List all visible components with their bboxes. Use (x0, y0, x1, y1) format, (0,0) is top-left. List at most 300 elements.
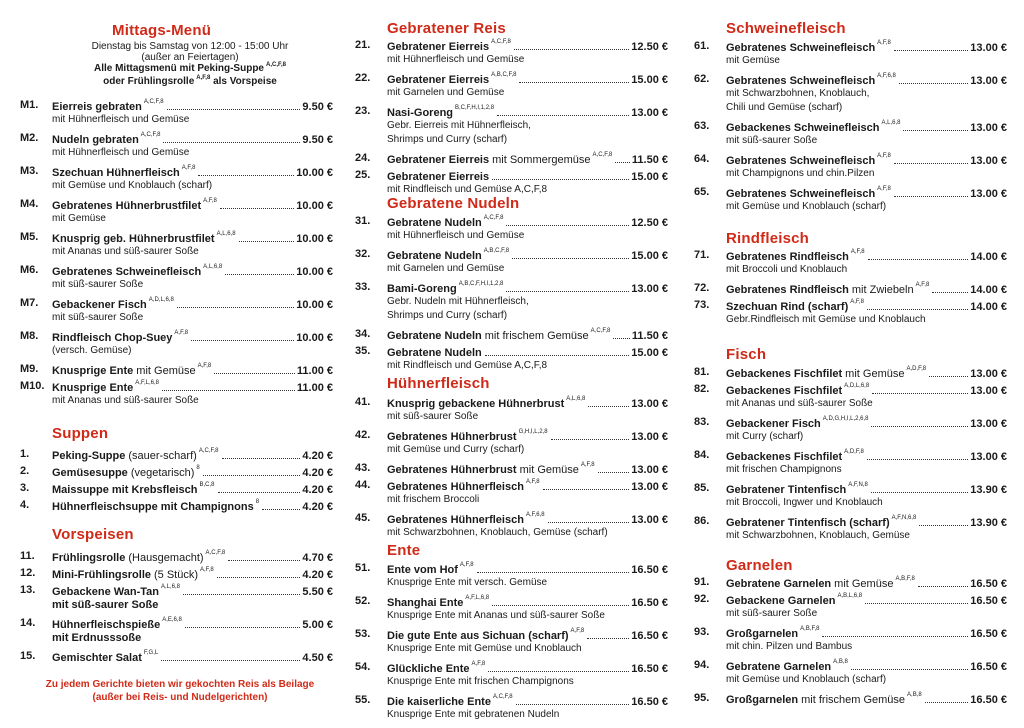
item-name: Bami-Goreng (387, 283, 457, 295)
item-variant: mit Gemüse (136, 365, 196, 377)
item-name: Gebratenes Schweinefleisch (726, 42, 876, 54)
item-number: 31. (355, 215, 371, 227)
item-name: Gebackenes Schweinefleisch (726, 122, 880, 134)
dot-leader (512, 258, 629, 259)
item-name: Eierreis gebraten (52, 101, 142, 113)
item-name: Gemischter Salat (52, 652, 142, 664)
item-price: 13.00 € (631, 481, 668, 493)
item-number: 13. (20, 584, 36, 596)
item-number: 2. (20, 465, 30, 477)
item-number: 73. (694, 299, 710, 311)
item-description: mit frischem Broccoli (387, 494, 480, 505)
item-number: 61. (694, 40, 710, 52)
allergen-codes: A,C,F,8 (143, 99, 164, 105)
item-name: Szechuan Hühnerfleisch (52, 167, 180, 179)
dot-leader (894, 163, 968, 164)
item-price: 13.00 € (970, 42, 1007, 54)
allergen-codes: A,F,L,6,8 (135, 380, 159, 386)
allergen-codes: A,C,F,8 (483, 215, 504, 221)
item-line (387, 562, 668, 576)
intro-holiday: (außer an Feiertagen) (141, 52, 239, 63)
item-name: Gebackene Wan-Tan (52, 586, 159, 598)
item-price: 10.00 € (296, 200, 333, 212)
item-line (387, 429, 668, 443)
dot-leader (867, 459, 968, 460)
item-number: 22. (355, 72, 371, 84)
item-name: Gebackenes Fischfilet (726, 368, 843, 380)
item-number: 34. (355, 328, 371, 340)
item-number: 4. (20, 499, 30, 511)
item-line (387, 72, 668, 86)
allergen-codes: A,F,8 (200, 567, 214, 573)
item-line (726, 482, 1007, 496)
item-name: Gebratenes Schweinefleisch (726, 75, 876, 87)
item-description: mit Curry (scharf) (726, 431, 804, 442)
item-variant: mit Gemüse (519, 464, 579, 476)
item-line (726, 120, 1007, 134)
item-price: 16.50 € (631, 696, 668, 708)
dot-leader (551, 439, 630, 440)
item-price: 5.00 € (302, 619, 333, 631)
item-description: mit süß-saurer Soße (726, 135, 818, 146)
item-price: 4.50 € (302, 652, 333, 664)
allergen-codes: A,F,8 (877, 40, 891, 46)
dot-leader (548, 522, 630, 523)
allergen-codes: A,F,8 (525, 479, 540, 485)
heading-gebratene-nudeln: Gebratene Nudeln (387, 195, 520, 212)
item-price: 11.50 € (631, 330, 668, 342)
allergen-codes: B,C,F,H,I,1,2,8 (455, 105, 495, 111)
item-price: 13.90 € (970, 484, 1007, 496)
item-description: mit Gemüse und Knoblauch (scharf) (52, 180, 213, 191)
item-price: 13.90 € (970, 517, 1007, 529)
item-name: Gebackene Garnelen (726, 595, 836, 607)
item-price: 14.00 € (970, 284, 1007, 296)
item-name: Rindfleisch Chop-Suey (52, 332, 173, 344)
item-price: 13.00 € (970, 122, 1007, 134)
allergen-codes: A,F,N,8 (848, 482, 868, 488)
item-price: 16.50 € (970, 661, 1007, 673)
item-line (387, 281, 668, 295)
footer-line-2: (außer bei Reis- und Nudelgerichten) (92, 692, 268, 703)
item-line (52, 165, 333, 179)
item-price: 9.50 € (302, 134, 333, 146)
item-price: 4.20 € (302, 467, 333, 479)
allergen-codes: A,F,8 (203, 198, 217, 204)
item-name: Gebratene Nudeln (387, 217, 482, 229)
item-price: 16.50 € (631, 663, 668, 675)
allergen-codes: A,B,F,8 (895, 576, 915, 582)
dot-leader (929, 376, 968, 377)
item-variant: mit frischem Gemüse (484, 330, 589, 342)
item-name: Gebratenes Hühnerfleisch (387, 481, 524, 493)
item-description: mit Broccoli, Ingwer und Knoblauch (726, 497, 883, 508)
dot-leader (822, 636, 968, 637)
item-name: Maissuppe mit Krebsfleisch (52, 484, 198, 496)
item-number: 83. (694, 416, 710, 428)
item-variant: mit frischem Gemüse (801, 694, 906, 706)
item-line (387, 628, 668, 642)
item-price: 11.00 € (296, 365, 333, 377)
item-description: Knusprige Ente mit gebratenen Nudeln (387, 709, 560, 720)
item-line (387, 595, 668, 609)
item-line (726, 593, 1007, 607)
item-number: M9. (20, 363, 39, 375)
item-number: 53. (355, 628, 371, 640)
item-line (387, 152, 668, 166)
item-line (52, 567, 333, 581)
item-line (387, 479, 668, 493)
item-price: 13.00 € (631, 464, 668, 476)
rice-footer-note (20, 678, 340, 704)
item-name: Gebratener Eierreis (387, 171, 490, 183)
allergen-codes: A,F,N,6,8 (891, 515, 917, 521)
item-price: 13.00 € (970, 155, 1007, 167)
item-description: mit Ananas und süß-saurer Soße (726, 398, 873, 409)
item-line (726, 73, 1007, 87)
item-description: mit chin. Pilzen und Bambus (726, 641, 853, 652)
dot-leader (514, 49, 629, 50)
item-line (387, 345, 668, 359)
item-description: mit Broccoli und Knoblauch (726, 264, 848, 275)
item-line (52, 380, 333, 394)
heading-rindfleisch: Rindfleisch (726, 230, 810, 247)
intro-soup-line: Alle Mittagsmenü mit Peking-Suppe $^{A,C,F,8}$ (93, 62, 287, 74)
item-description: mit Gemüse und Curry (scharf) (387, 444, 525, 455)
item-price: 16.50 € (970, 694, 1007, 706)
heading-suppen: Suppen (52, 425, 109, 442)
item-name: Gebratenes Hühnerfleisch (387, 514, 524, 526)
item-line (726, 515, 1007, 529)
heading-gebratener-reis: Gebratener Reis (387, 20, 506, 37)
lunch-intro (40, 41, 340, 89)
item-price: 13.00 € (970, 385, 1007, 397)
item-name: Knusprige Ente (52, 382, 134, 394)
item-description: mit Hühnerfleisch und Gemüse (52, 147, 190, 158)
item-name: Gebratenes Schweinefleisch (726, 188, 876, 200)
dot-leader (492, 605, 629, 606)
item-name: Peking-Suppe (52, 450, 126, 462)
item-description: mit Schwarzbohnen, Knoblauch, Gemüse (726, 530, 910, 541)
dot-leader (932, 292, 968, 293)
item-name: Gebratene Garnelen (726, 661, 832, 673)
dot-leader (217, 577, 301, 578)
item-price: 16.50 € (631, 564, 668, 576)
item-variant: (Hausgemacht) (128, 552, 204, 564)
dot-leader (218, 492, 301, 493)
dot-leader (894, 196, 968, 197)
dot-leader (506, 225, 629, 226)
item-description: mit süß-saurer Soße (52, 279, 144, 290)
item-description: Chili und Gemüse (scharf) (726, 102, 843, 113)
item-line (52, 297, 333, 311)
item-description: Gebr. Nudeln mit Hühnerfleisch, (387, 296, 529, 307)
item-line (52, 198, 333, 212)
item-name: Gebratener Eierreis (387, 41, 490, 53)
item-price: 13.00 € (631, 398, 668, 410)
item-description: mit Rindfleisch und Gemüse A,C,F,8 (387, 184, 548, 195)
allergen-codes: A,L,6,8 (566, 396, 586, 402)
item-line (52, 330, 333, 344)
item-description: Gebr.Rindfleisch mit Gemüse und Knoblauch (726, 314, 926, 325)
item-name: Mini-Frühlingsrolle (52, 569, 151, 581)
item-description: Gebr. Eierreis mit Hühnerfleisch, (387, 120, 531, 131)
dot-leader (203, 475, 301, 476)
item-line (387, 694, 668, 708)
dot-leader (492, 179, 629, 180)
item-description: Knusprige Ente mit versch. Gemüse (387, 577, 548, 588)
item-number: 11. (20, 550, 35, 562)
item-number: 54. (355, 661, 371, 673)
item-name: Gebratene Nudeln (387, 330, 482, 342)
footer-line-1: Zu jedem Gerichte bieten wir gekochten Reis als Beilage (45, 679, 315, 690)
item-line (387, 396, 668, 410)
item-name: Gebratenes Hühnerbrust (387, 464, 517, 476)
item-name: Gebratenes Rindfleisch (726, 251, 849, 263)
dot-leader (867, 309, 968, 310)
item-description: mit Ananas und süß-saurer Soße (52, 246, 199, 257)
item-number: 82. (694, 383, 710, 395)
item-line (726, 449, 1007, 463)
item-description: mit Gemüse (726, 55, 780, 66)
allergen-codes: 8 (255, 499, 260, 505)
allergen-codes: A,D,L,6,8 (844, 383, 870, 389)
item-number: 35. (355, 345, 371, 357)
item-number: 62. (694, 73, 710, 85)
item-line (726, 416, 1007, 430)
item-price: 15.00 € (631, 250, 668, 262)
item-description: mit Hühnerfleisch und Gemüse (52, 114, 190, 125)
dot-leader (598, 472, 630, 473)
item-line (726, 186, 1007, 200)
item-name: Nasi-Goreng (387, 107, 454, 119)
item-description: mit Hühnerfleisch und Gemüse (387, 230, 525, 241)
item-number: 81. (694, 366, 710, 378)
item-number: M4. (20, 198, 39, 210)
heading-vorspeisen: Vorspeisen (52, 526, 134, 543)
item-description: mit frischen Champignons (726, 464, 842, 475)
item-line (387, 169, 668, 183)
allergen-codes: A,F,L,6,8 (465, 595, 490, 601)
item-number: 45. (355, 512, 371, 524)
item-name: Szechuan Rind (scharf) (726, 301, 849, 313)
item-description: mit Gemüse und Knoblauch (scharf) (726, 674, 887, 685)
dot-leader (588, 406, 629, 407)
allergen-codes: A,D,G,H,I,L,2,6,8 (822, 416, 869, 422)
dot-leader (167, 109, 301, 110)
item-number: 15. (20, 650, 36, 662)
dot-leader (485, 355, 630, 356)
dot-leader (899, 83, 968, 84)
item-line (52, 363, 333, 377)
item-name: Glückliche Ente (387, 663, 470, 675)
item-number: 71. (694, 249, 710, 261)
item-price: 13.00 € (631, 283, 668, 295)
dot-leader (868, 259, 969, 260)
item-line (726, 153, 1007, 167)
dot-leader (239, 241, 295, 242)
item-price: 11.00 € (296, 382, 333, 394)
dot-leader (519, 82, 629, 83)
dot-leader (871, 492, 968, 493)
allergen-codes: A,B,L,6,8 (837, 593, 863, 599)
item-price: 16.50 € (970, 595, 1007, 607)
item-name: Gebackenes Fischfilet (726, 451, 843, 463)
item-name: Hühnerfleischsuppe mit Champignons (52, 501, 254, 513)
item-name: Gebratene Garnelen (726, 578, 832, 590)
dot-leader (191, 340, 294, 341)
allergen-codes: A,C,F,8 (492, 694, 513, 700)
item-price: 14.00 € (970, 251, 1007, 263)
item-line (726, 626, 1007, 640)
item-number: 1. (20, 448, 30, 460)
item-price: 13.00 € (631, 431, 668, 443)
allergen-codes: A,L,6,8 (216, 231, 236, 237)
item-name: Gebratenes Schweinefleisch (52, 266, 202, 278)
allergen-codes: A,C,F,8 (140, 132, 161, 138)
item-description: mit Schwarzbohnen, Knoblauch, (726, 88, 870, 99)
dot-leader (919, 525, 968, 526)
item-number: M2. (20, 132, 39, 144)
dot-leader (225, 274, 294, 275)
item-variant: mit Zwiebeln (851, 284, 914, 296)
item-line (387, 105, 668, 119)
item-description: mit Schwarzbohnen, Knoblauch, Gemüse (scharf) (387, 527, 608, 538)
allergen-codes: A,B,8 (907, 692, 922, 698)
item-name: Nudeln gebraten (52, 134, 139, 146)
item-variant: (5 Stück) (154, 569, 199, 581)
item-price: 10.00 € (296, 332, 333, 344)
item-description: mit Hühnerfleisch und Gemüse (387, 54, 525, 65)
item-price: 4.20 € (302, 501, 333, 513)
item-variant: mit Gemüse (834, 578, 894, 590)
allergen-codes: A,C,F,8 (590, 328, 611, 334)
item-price: 15.00 € (631, 74, 668, 86)
item-line (52, 132, 333, 146)
item-number: M10. (20, 380, 45, 392)
allergen-codes: B,C,8 (199, 482, 215, 488)
item-line (52, 617, 333, 631)
item-description: mit süß-saurer Soße (52, 599, 159, 611)
item-line (52, 650, 333, 664)
item-description: mit süß-saurer Soße (52, 312, 144, 323)
dot-leader (214, 373, 295, 374)
item-name: Großgarnelen (726, 628, 799, 640)
item-price: 13.00 € (970, 418, 1007, 430)
item-number: 3. (20, 482, 30, 494)
item-price: 10.00 € (296, 266, 333, 278)
item-price: 13.00 € (970, 188, 1007, 200)
dot-leader (497, 115, 629, 116)
item-line (726, 576, 1007, 590)
item-name: Gebackener Fisch (726, 418, 821, 430)
item-number: 51. (355, 562, 371, 574)
item-description: mit Erdnusssoße (52, 632, 142, 644)
allergen-codes: A,F,8 (471, 661, 486, 667)
item-name: Großgarnelen (726, 694, 799, 706)
item-price: 12.50 € (631, 41, 668, 53)
allergen-codes: A,F,8 (850, 299, 864, 305)
item-number: 23. (355, 105, 371, 117)
heading-fisch: Fisch (726, 346, 767, 363)
allergen-codes: A,F,8 (181, 165, 196, 171)
allergen-codes: A,B,F,8 (800, 626, 820, 632)
item-price: 11.50 € (631, 154, 668, 166)
item-number: 12. (20, 567, 36, 579)
item-number: 84. (694, 449, 710, 461)
dot-leader (198, 175, 294, 176)
allergen-codes: A,E,6,8 (162, 617, 182, 623)
dot-leader (222, 458, 301, 459)
allergen-codes: A,B,C,F,8 (491, 72, 517, 78)
dot-leader (903, 130, 968, 131)
item-number: M7. (20, 297, 39, 309)
item-line (387, 328, 668, 342)
item-variant: mit Sommergemüse (492, 154, 591, 166)
item-name: Gebratenes Hühnerbrustfilet (52, 200, 202, 212)
heading-garnelen: Garnelen (726, 557, 793, 574)
dot-leader (918, 586, 969, 587)
dot-leader (161, 660, 300, 661)
item-line (387, 462, 668, 476)
item-price: 4.20 € (302, 450, 333, 462)
item-name: Gebratener Eierreis (387, 154, 490, 166)
item-line (52, 499, 333, 513)
item-number: 25. (355, 169, 371, 181)
item-number: 65. (694, 186, 710, 198)
item-number: M3. (20, 165, 39, 177)
intro-hours: Dienstag bis Samstag von 12:00 - 15:00 Uhr (91, 41, 289, 52)
dot-leader (613, 338, 630, 339)
item-number: M8. (20, 330, 39, 342)
item-description: Shrimps und Curry (scharf) (387, 134, 508, 145)
item-price: 4.20 € (302, 484, 333, 496)
allergen-codes: A,F,8 (570, 628, 585, 634)
item-description: mit Garnelen und Gemüse (387, 263, 505, 274)
item-name: Gebratener Tintenfisch (726, 484, 847, 496)
dot-leader (543, 489, 630, 490)
item-name: Gebratene Nudeln (387, 347, 482, 359)
item-line (726, 383, 1007, 397)
item-number: 63. (694, 120, 710, 132)
item-price: 4.70 € (302, 552, 333, 564)
item-line (726, 299, 1007, 313)
item-description: mit Gemüse und Knoblauch (scharf) (726, 201, 887, 212)
item-name: Gebratene Nudeln (387, 250, 482, 262)
dot-leader (872, 393, 968, 394)
allergen-codes: A,C,F,8 (592, 152, 613, 158)
dot-leader (615, 162, 630, 163)
item-price: 13.00 € (970, 368, 1007, 380)
item-line (387, 661, 668, 675)
intro-roll-line: oder Frühlingsrolle $^{A,F,8}$ als Vorspeise (103, 75, 277, 87)
allergen-codes: F,G,L (143, 650, 159, 656)
item-line (387, 215, 668, 229)
dot-leader (865, 603, 968, 604)
dot-leader (506, 291, 629, 292)
item-price: 13.00 € (970, 451, 1007, 463)
allergen-codes: A,D,F,8 (906, 366, 927, 372)
item-variant: (sauer-scharf) (128, 450, 197, 462)
item-price: 4.20 € (302, 569, 333, 581)
item-number: 41. (355, 396, 371, 408)
item-line (387, 512, 668, 526)
allergen-codes: A,B,8 (833, 659, 848, 665)
item-number: 52. (355, 595, 371, 607)
allergen-codes: A,F,8 (877, 186, 891, 192)
item-line (726, 659, 1007, 673)
item-name: Gebackenes Fischfilet (726, 385, 843, 397)
